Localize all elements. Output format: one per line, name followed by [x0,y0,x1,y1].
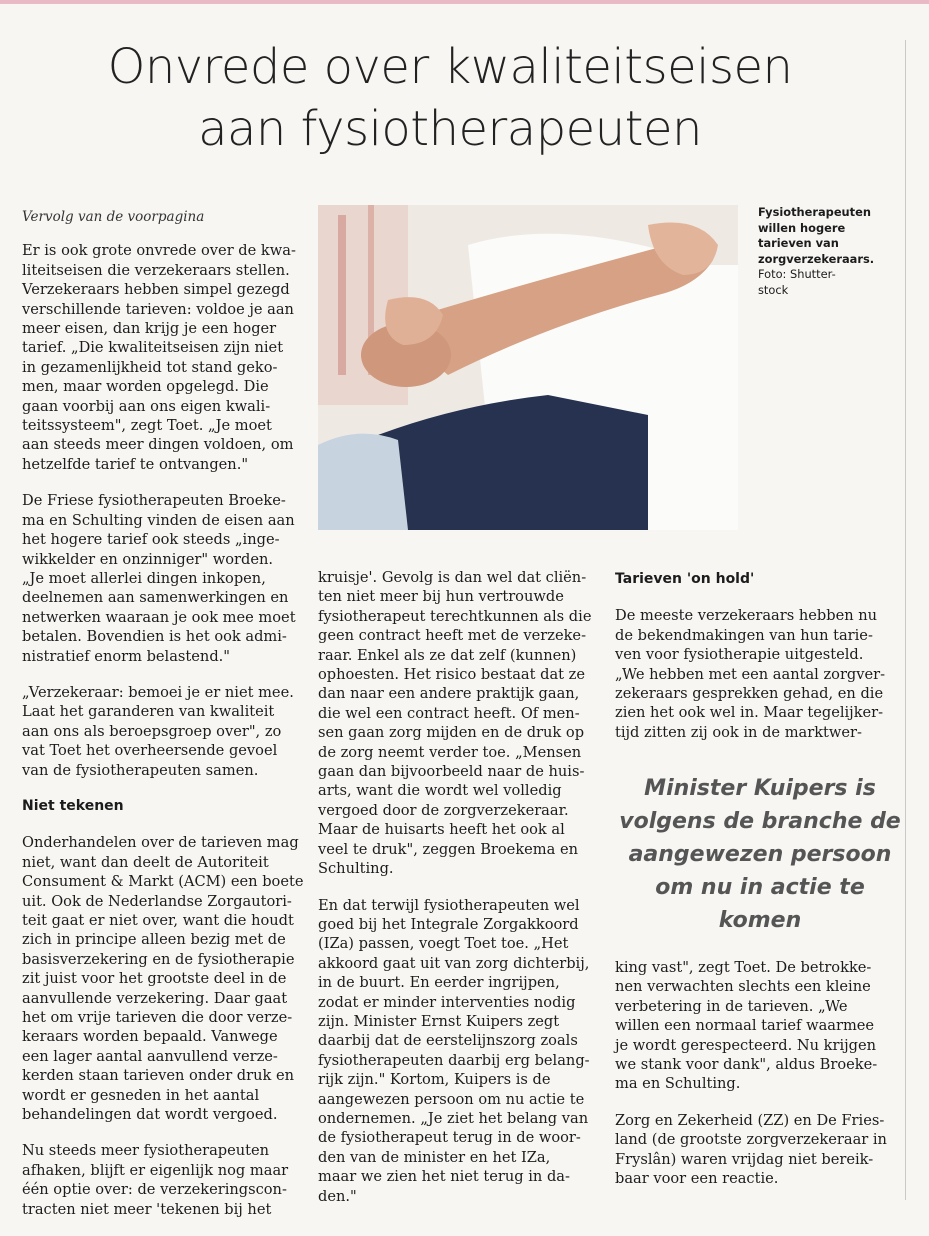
text-line: kruisje'. Gevolg is dan wel dat cliën- [318,569,587,586]
text-line: een lager aantal aanvullend verze- [22,1047,278,1065]
caption-line: zorgverzekeraars. [758,251,875,266]
text-line: keraars worden bepaald. Vanwege [22,1028,278,1046]
paragraph [22,241,302,474]
pull-quote [615,772,905,937]
paragraph [22,833,302,1124]
caption-line: tarieven van [758,236,839,250]
photo-caption [758,205,898,298]
text-line: Laat het garanderen van kwaliteit [22,703,275,721]
text-line: raar. Enkel als ze dat zelf (kunnen) [318,646,577,664]
text-line: wikkelder en onzinniger" worden. [22,550,274,568]
text-line: ophoesten. Het risico bestaat dat ze [318,666,585,684]
text-line: de fysiotherapeut terug in de woor- [318,1129,581,1147]
text-line: zijn. Minister Ernst Kuipers zegt [318,1012,560,1030]
text-line: willen een normaal tarief waarmee [615,1017,875,1035]
text-line: king vast", zegt Toet. De betrokke- [615,959,872,976]
text-line: aangewezen persoon om nu actie te [318,1090,585,1108]
text-line: geen contract heeft met de verzeke- [318,627,586,645]
text-line: Maar de huisarts heeft het ook al [318,821,565,839]
text-line: verschillende tarieven: voldoe je aan [22,300,294,318]
quote-line: aangewezen persoon [628,842,892,867]
text-line: goed bij het Integrale Zorgakkoord [318,915,579,933]
text-line: En dat terwijl fysiotherapeuten wel [318,896,580,914]
text-line: ten niet meer bij hun vertrouwde [318,588,564,606]
article-column-1 [22,208,302,1236]
text-line: gaan dan bijvoorbeeld naar de huis- [318,763,585,781]
text-line: arts, want die wordt wel volledig [318,782,562,800]
text-line: daarbij dat de eerstelijnszorg zoals [318,1032,578,1050]
paragraph [318,896,598,1207]
headline-line-1: Onvrede over kwaliteitseisen [107,39,793,95]
quote-line: om nu in actie te [655,875,865,900]
article-column-3 [615,570,900,759]
text-line: „Verzekeraar: bemoei je er niet mee. [22,683,294,701]
text-line: van de fysiotherapeuten samen. [22,761,259,779]
kicker: Vervolg van de voorpagina [22,209,205,225]
headline [20,36,880,160]
article-column-2 [318,568,598,1223]
text-line: den van de minister en het IZa, [318,1148,551,1166]
photo-credit: stock [758,282,789,297]
text-line: Onderhandelen over de tarieven mag [22,834,299,852]
text-line: fysiotherapeuten daarbij erg belang- [318,1051,590,1069]
text-line: zekeraars gesprekken gehad, en die [615,685,884,703]
text-line: Verzekeraars hebben simpel gezegd [22,281,290,299]
text-line: men, maar worden opgelegd. Die [22,378,269,396]
text-line: den." [318,1187,357,1205]
text-line: het om vrije tarieven die door verze- [22,1009,293,1027]
text-line: gaan voorbij aan ons eigen kwali- [22,397,271,415]
quote-line: komen [718,908,802,933]
text-line: die wel een contract heeft. Of men- [318,704,580,722]
article-photo [318,205,738,530]
text-line: aan steeds meer dingen voldoen, om [22,436,294,454]
text-line: tijd zitten zij ook in de marktwer- [615,723,862,741]
text-line: De meeste verzekeraars hebben nu [615,607,878,625]
text-line: Fryslân) waren vrijdag niet bereik- [615,1150,874,1168]
paragraph [318,568,598,879]
text-line: tarief. „Die kwaliteitseisen zijn niet [22,339,284,357]
text-line: zich in principe alleen bezig met de [22,931,286,949]
paragraph [615,606,900,742]
text-line: niet, want dan deelt de Autoriteit [22,853,269,871]
text-line: tracten niet meer 'tekenen bij het [22,1200,272,1218]
text-line: Nu steeds meer fysiotherapeuten [22,1142,270,1160]
text-line: veel te druk", zeggen Broekema en [318,840,579,858]
paragraph [22,1141,302,1219]
text-line: ven voor fysiotherapie uitgesteld. [615,646,864,664]
text-line: hetzelfde tarief te ontvangen." [22,455,249,473]
top-border [0,0,929,4]
text-line: vergoed door de zorgverzekeraar. [318,801,569,819]
text-line: Schulting. [318,860,394,878]
section-subhead: Niet tekenen [22,797,124,814]
quote-line: volgens de branche de [619,809,901,834]
caption-line: Fysiotherapeuten [758,205,871,219]
photo-credit: Foto: Shutter- [758,267,836,281]
text-line: zit juist voor het grootste deel in de [22,970,287,988]
text-line: aanvullende verzekering. Daar gaat [22,989,288,1007]
text-line: één optie over: de verzekeringscon- [22,1181,287,1199]
text-line: baar voor een reactie. [615,1170,779,1188]
text-line: fysiotherapeut terechtkunnen als die [318,607,592,625]
paragraph [615,1111,900,1189]
text-line: Consument & Markt (ACM) een boete [22,873,304,891]
quote-line: Minister Kuipers is [644,776,876,801]
text-line: teit gaat er niet over, want die houdt [22,912,294,929]
text-line: nen verwachten slechts een kleine [615,978,871,996]
text-line: Er is ook grote onvrede over de kwa- [22,242,296,260]
text-line: uit. Ook de Nederlandse Zorgautori- [22,892,292,910]
text-line: Zorg en Zekerheid (ZZ) en De Fries- [615,1111,885,1129]
text-line: de zorg neemt verder toe. „Mensen [318,743,582,761]
text-line: (IZa) passen, voegt Toet toe. „Het [318,935,569,953]
text-line: ma en Schulting vinden de eisen aan [22,511,295,529]
text-line: vat Toet het overheersende gevoel [22,742,278,760]
text-line: in de buurt. En eerder ingrijpen, [318,974,560,992]
text-line: dan naar een andere praktijk gaan, [318,685,580,703]
paragraph [615,958,900,1094]
headline-line-2: aan fysiotherapeuten [198,101,702,157]
text-line: de bekendmakingen van hun tarie- [615,626,873,644]
text-line: wordt er gesneden in het aantal [22,1086,260,1104]
text-line: maar we zien het niet terug in da- [318,1168,570,1186]
text-line: we stank voor dank", aldus Broeke- [615,1056,878,1074]
text-line: aan ons als beroepsgroep over", zo [22,722,282,740]
text-line: meer eisen, dan krijg je een hoger [22,320,277,338]
text-line: nistratief enorm belastend." [22,647,231,665]
text-line: sen gaan zorg mijden en de druk op [318,724,585,742]
text-line: zien het ook wel in. Maar tegelijker- [615,704,884,722]
article-column-3-continued [615,958,900,1205]
text-line: ma en Schulting. [615,1075,741,1093]
text-line: „Je moet allerlei dingen inkopen, [22,569,266,587]
text-line: teitssysteem", zegt Toet. „Je moet [22,417,272,435]
text-line: ondernemen. „Je ziet het belang van [318,1109,589,1127]
text-line: liteitseisen die verzekeraars stellen. [22,261,290,279]
text-line: het hogere tarief ook steeds „inge- [22,531,280,549]
text-line: behandelingen dat wordt vergoed. [22,1106,278,1124]
text-line: afhaken, blijft er eigenlijk nog maar [22,1161,289,1179]
text-line: basisverzekering en de fysiotherapie [22,950,295,968]
text-line: akkoord gaat uit van zorg dichterbij, [318,954,590,972]
paragraph [22,683,302,780]
text-line: zodat er minder interventies nodig [318,993,576,1011]
text-line: rijk zijn." Kortom, Kuipers is de [318,1071,551,1089]
paragraph [22,491,302,666]
text-line: verbetering in de tarieven. „We [615,997,848,1015]
physiotherapy-photo-illustration [318,205,738,530]
text-line: je wordt gerespecteerd. Nu krijgen [615,1036,877,1054]
text-line: kerden staan tarieven onder druk en [22,1067,295,1085]
text-line: in gezamenlijkheid tot stand geko- [22,358,278,376]
column-rule [905,40,906,1200]
text-line: betalen. Bovendien is het ook admi- [22,628,287,646]
text-line: „We hebben met een aantal zorgver- [615,665,886,683]
text-line: De Friese fysiotherapeuten Broeke- [22,492,286,510]
caption-line: willen hogere [758,220,846,235]
section-subhead: Tarieven 'on hold' [615,571,755,587]
text-line: land (de grootste zorgverzekeraar in [615,1131,887,1149]
text-line: deelnemen aan samenwerkingen en [22,589,289,607]
text-line: netwerken waaraan je ook mee moet [22,608,296,626]
